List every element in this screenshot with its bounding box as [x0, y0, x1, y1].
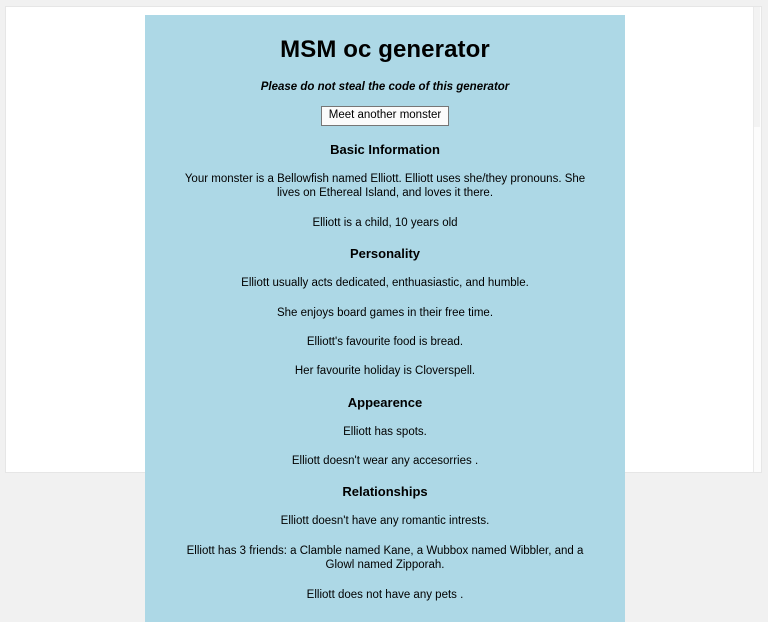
relationships-line-1: Elliott doesn't have any romantic intrests.: [280, 515, 490, 528]
personality-line-4: Her favourite holiday is Cloverspell.: [294, 365, 476, 378]
section-heading-personality: Personality: [349, 246, 421, 262]
basic-information-line-1: Your monster is a Bellowfish named Elliott. Elliott uses she/they pronouns. She lives on Ethereal Island, and loves it there.: [184, 173, 586, 200]
reroll-button-row: [145, 105, 625, 126]
basic-information-line-2: Elliott is a child, 10 years old: [312, 216, 458, 229]
section-heading-appearance: Appearence: [347, 394, 423, 410]
appearance-line-2: Elliott doesn't wear any accesorries .: [291, 455, 479, 468]
page-title: MSM oc generator: [280, 36, 490, 63]
vertical-scrollbar[interactable]: [753, 7, 761, 472]
scrollbar-thumb[interactable]: [754, 7, 760, 127]
relationships-line-3: Elliott does not have any pets .: [306, 588, 464, 601]
personality-line-1: Elliott usually acts dedicated, enthuasiastic, and humble.: [241, 277, 529, 290]
meet-another-monster-button[interactable]: Meet another monster: [321, 106, 450, 126]
section-heading-basic-information: Basic Information: [330, 142, 440, 158]
appearance-line-1: Elliott has spots.: [343, 425, 427, 438]
personality-line-2: She enjoys board games in their free time.: [276, 306, 494, 319]
section-heading-relationships: Relationships: [342, 484, 428, 500]
page-subtitle: Please do not steal the code of this generator: [260, 81, 510, 94]
page-frame: [5, 6, 762, 601]
personality-line-3: Elliott's favourite food is bread.: [306, 335, 464, 348]
relationships-line-2: Elliott has 3 friends: a Clamble named Kane, a Wubbox named Wibbler, and a Glowl named Zipporah.: [186, 544, 584, 572]
generator-card: [145, 15, 625, 622]
document-body: [6, 7, 755, 601]
